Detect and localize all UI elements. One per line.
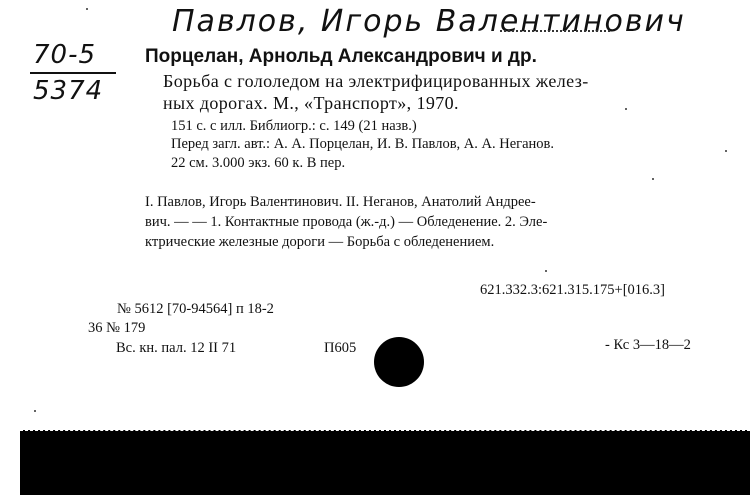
index-line-3: ктрические железные дороги — Борьба с обледенением. bbox=[145, 234, 495, 250]
punch-hole bbox=[374, 337, 424, 387]
shelfmark-top: 70-5 bbox=[33, 40, 97, 70]
speck bbox=[34, 410, 36, 412]
handwritten-name: Павлов, Игорь Валентинович bbox=[172, 4, 686, 39]
shelfmark-bottom: 5374 bbox=[33, 76, 104, 106]
p605-code: П605 bbox=[324, 340, 357, 356]
dotted-line bbox=[500, 30, 610, 32]
udc-code: 621.332.3:621.315.175+[016.3] bbox=[480, 282, 665, 298]
speck bbox=[545, 270, 547, 272]
title-line-1: Борьба с гололедом на электрифицированных желез- bbox=[163, 71, 589, 91]
order-number: № 5612 [70-94564] п 18-2 bbox=[117, 301, 274, 317]
kc-code: - Кс 3—18—2 bbox=[605, 337, 691, 353]
before-title-line: Перед загл. авт.: А. А. Порцелан, И. В. Павлов, А. А. Неганов. bbox=[171, 136, 555, 152]
number-179: 36 № 179 bbox=[88, 320, 146, 336]
pages-line: 151 с. с илл. Библиогр.: с. 149 (21 назв.) bbox=[171, 118, 417, 134]
speck bbox=[86, 8, 88, 10]
title-line-2: ных дорогах. М., «Транспорт», 1970. bbox=[163, 93, 459, 113]
index-line-2: вич. — — 1. Контактные провода (ж.-д.) — Обледенение. 2. Эле- bbox=[145, 214, 548, 230]
speck bbox=[625, 108, 627, 110]
speck bbox=[725, 150, 727, 152]
index-line-1: I. Павлов, Игорь Валентинович. II. Неганов, Анатолий Андрее- bbox=[145, 194, 536, 210]
author-heading: Порцелан, Арнольд Александрович и др. bbox=[145, 46, 537, 67]
scan-border bbox=[20, 430, 750, 434]
shelfmark-divider bbox=[30, 72, 116, 74]
speck bbox=[652, 178, 654, 180]
size-line: 22 см. 3.000 экз. 60 к. В пер. bbox=[171, 155, 346, 171]
card-edge bbox=[0, 430, 20, 495]
vs-line: Вс. кн. пал. 12 II 71 bbox=[116, 340, 237, 356]
